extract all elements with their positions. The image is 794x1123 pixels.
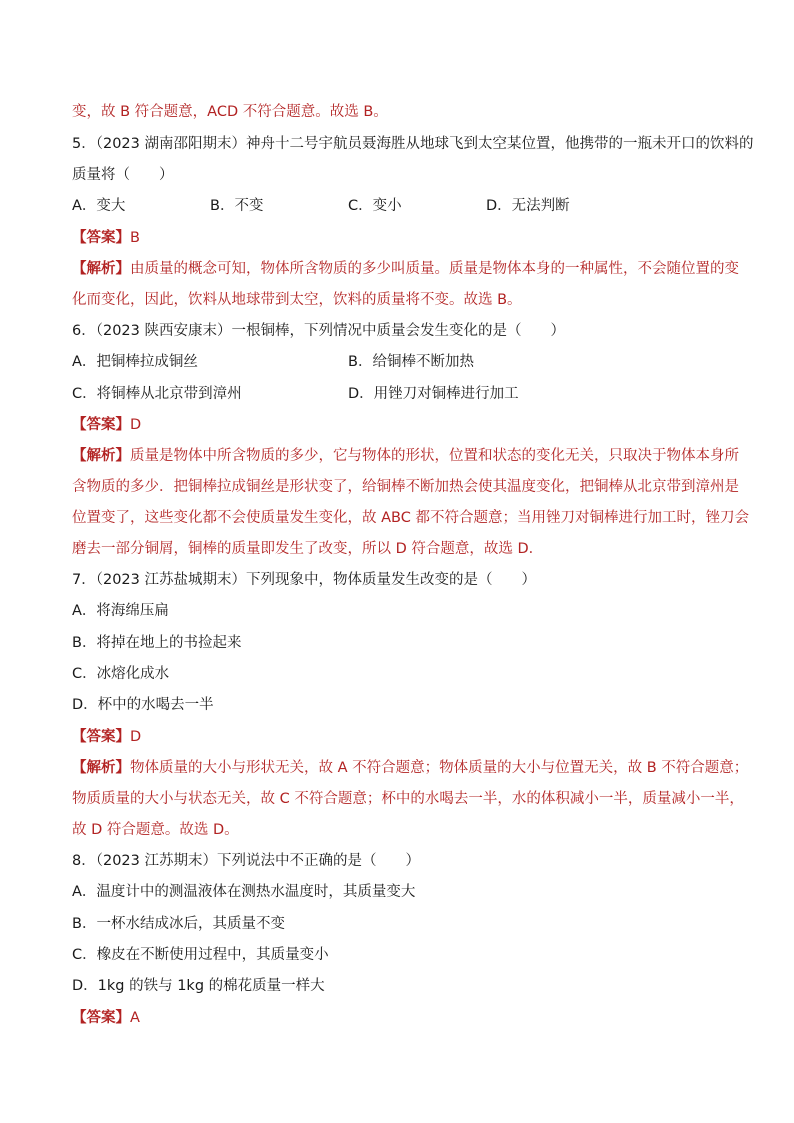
question-7-explanation-2: 物质质量的大小与状态无关，故 C 不符合题意；杯中的水喝去一半，水的体积减小一半，质量减小一半， [72,791,744,807]
explanation-tag: 【解析】 [72,448,130,464]
explanation-text: 由质量的概念可知，物体所含物质的多少叫质量。质量是物体本身的一种属性，不会随位置的变 [130,261,739,277]
question-7-explanation-3: 故 D 符合题意。故选 D。 [72,822,239,838]
question-6-explanation-2: 含物质的多少．把铜棒拉成铜丝是形状变了，给铜棒不断加热会使其温度变化，把铜棒从北京带到漳州是 [72,479,739,495]
option-d: D．用锉刀对铜棒进行加工 [348,386,519,402]
answer-tag: 【答案】 [72,1010,130,1026]
answer-value: D [130,729,142,745]
option-a: A．变大 [72,198,126,214]
question-6-explanation-3: 位置变了，这些变化都不会使质量发生变化，故 ABC 都不符合题意；当用锉刀对铜棒进行加工时，锉刀会 [72,510,749,526]
question-8-option-a: A．温度计中的测温液体在测热水温度时，其质量变大 [72,884,416,900]
question-8-option-d: D．1kg 的铁与 1kg 的棉花质量一样大 [72,978,325,994]
answer-value: B [130,230,140,246]
question-8-answer [72,1008,732,1028]
prev-explanation-tail: 变，故 B 符合题意，ACD 不符合题意。故选 B。 [72,104,388,120]
question-6-answer [72,415,732,435]
answer-value: A [130,1010,140,1026]
question-5-explanation-1 [72,259,739,279]
answer-value: D [130,417,142,433]
explanation-text: 质量是物体中所含物质的多少，它与物体的形状，位置和状态的变化无关，只取决于物体本身所 [130,448,739,464]
explanation-tag: 【解析】 [72,760,130,776]
question-5-answer [72,228,732,248]
question-7-option-a: A．将海绵压扁 [72,603,169,619]
option-c: C．变小 [348,198,402,214]
question-7-option-b: B．将掉在地上的书捡起来 [72,635,242,651]
explanation-text: 物体质量的大小与形状无关，故 A 不符合题意；物体质量的大小与位置无关，故 B 不符合题意； [130,760,749,776]
answer-tag: 【答案】 [72,230,130,246]
question-8-option-b: B．一杯水结成冰后，其质量不变 [72,916,285,932]
option-b: B．不变 [210,198,264,214]
question-8-stem: 8．（2023 江苏期末）下列说法中不正确的是（ ） [72,853,420,869]
question-5-stem-cont: 质量将（ ） [72,167,174,183]
question-7-option-d: D．杯中的水喝去一半 [72,697,214,713]
answer-tag: 【答案】 [72,729,130,745]
question-7-stem: 7．（2023 江苏盐城期末）下列现象中，物体质量发生改变的是（ ） [72,572,536,588]
option-b: B．给铜棒不断加热 [348,354,474,370]
question-7-answer [72,727,732,747]
explanation-tag: 【解析】 [72,261,130,277]
option-c: C．将铜棒从北京带到漳州 [72,386,242,402]
option-d: D．无法判断 [486,198,570,214]
question-5-stem: 5．（2023 湖南邵阳期末）神舟十二号宇航员聂海胜从地球飞到太空某位置，他携带的一瓶未开口的饮料的 [72,136,754,152]
answer-tag: 【答案】 [72,417,130,433]
question-7-option-c: C．冰熔化成水 [72,666,170,682]
question-6-stem: 6．（2023 陕西安康末）一根铜棒，下列情况中质量会发生变化的是（ ） [72,323,565,339]
question-7-explanation-1 [72,758,749,778]
question-6-explanation-1 [72,446,739,466]
question-6-explanation-4: 磨去一部分铜屑，铜棒的质量即发生了改变，所以 D 符合题意，故选 D． [72,541,544,557]
question-5-explanation-2: 化而变化，因此，饮料从地球带到太空，饮料的质量将不变。故选 B。 [72,292,522,308]
question-8-option-c: C．橡皮在不断使用过程中，其质量变小 [72,947,329,963]
option-a: A．把铜棒拉成铜丝 [72,354,198,370]
